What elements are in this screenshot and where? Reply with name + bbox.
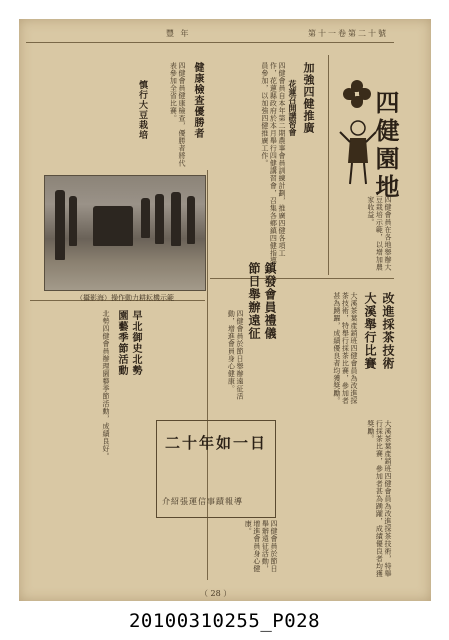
- article-subtitle: 園藝季節活動: [116, 310, 127, 376]
- article-title: 慎行大豆栽培: [137, 80, 147, 140]
- section-title: 四健園地: [371, 90, 400, 202]
- feature-title: 二十年如一日: [165, 434, 268, 452]
- header-left: 豐 年: [166, 29, 191, 38]
- article-title: 改進採茶技術: [381, 292, 395, 370]
- article-title: 鎮發會員禮儀: [263, 262, 277, 340]
- article-body: 四健會員於節日舉辦遠征活動，增進會員身心健康。: [244, 520, 278, 573]
- page-header: [26, 28, 394, 43]
- news-photo: [44, 175, 206, 291]
- photo-caption: （攝影海）操作動力耕耘機示範: [76, 294, 174, 302]
- cartoon-figure-illustration: [338, 118, 378, 188]
- article-body: 北勢四健會員辦理園藝季節活動，成績良好。: [102, 310, 110, 460]
- article-subtitle: 花蓮召開講習會: [288, 80, 298, 136]
- article-body: 四健會員於節日舉辦遠征活動，增進會員身心健康。: [227, 310, 244, 400]
- feature-subtitle: 介紹張運信事蹟報導: [162, 497, 243, 506]
- article-title: 健康檢查優勝者: [192, 62, 203, 139]
- article-body: 大溪茶葉產銷班四健會員為改進採茶技術，特舉行採茶比賽，參加者甚為踴躍，成績優良者均獲獎勵。: [332, 292, 358, 405]
- column-divider: [328, 55, 329, 275]
- article-body: 四健會員自本年第二期農事會員訓練計劃，推廣四健各項工作，花蓮縣政府於本月舉行四健講習會，召集各鄉鎮四健指導員參加，以加強四健推廣工作。: [260, 62, 286, 265]
- article-body: 四健會員健康檢查，優勝者將代表參加全省比賽。: [169, 62, 186, 167]
- section-divider: [210, 278, 394, 279]
- article-subtitle: 節日舉辦遠征: [247, 262, 261, 340]
- article-title: 早北御史北勢: [130, 310, 141, 376]
- article-body: 大溪茶葉產銷班四健會員為改進採茶技術，特舉行採茶比賽，參加者甚為踴躍，成績優良者均獲獎勵。: [366, 420, 392, 578]
- header-right: 第十一卷第二十號: [308, 29, 388, 38]
- article-subtitle: 大溪舉行比賽: [363, 292, 377, 370]
- file-name-label: 20100310255_P028: [128, 610, 321, 632]
- article-title: 加強四健推廣: [302, 62, 315, 134]
- article-body: 四健會員在各地舉辦大豆栽培示範，以增加農家收益。: [366, 196, 392, 271]
- page-number: （ 28 ）: [200, 589, 232, 598]
- four-leaf-clover-icon: [343, 80, 371, 108]
